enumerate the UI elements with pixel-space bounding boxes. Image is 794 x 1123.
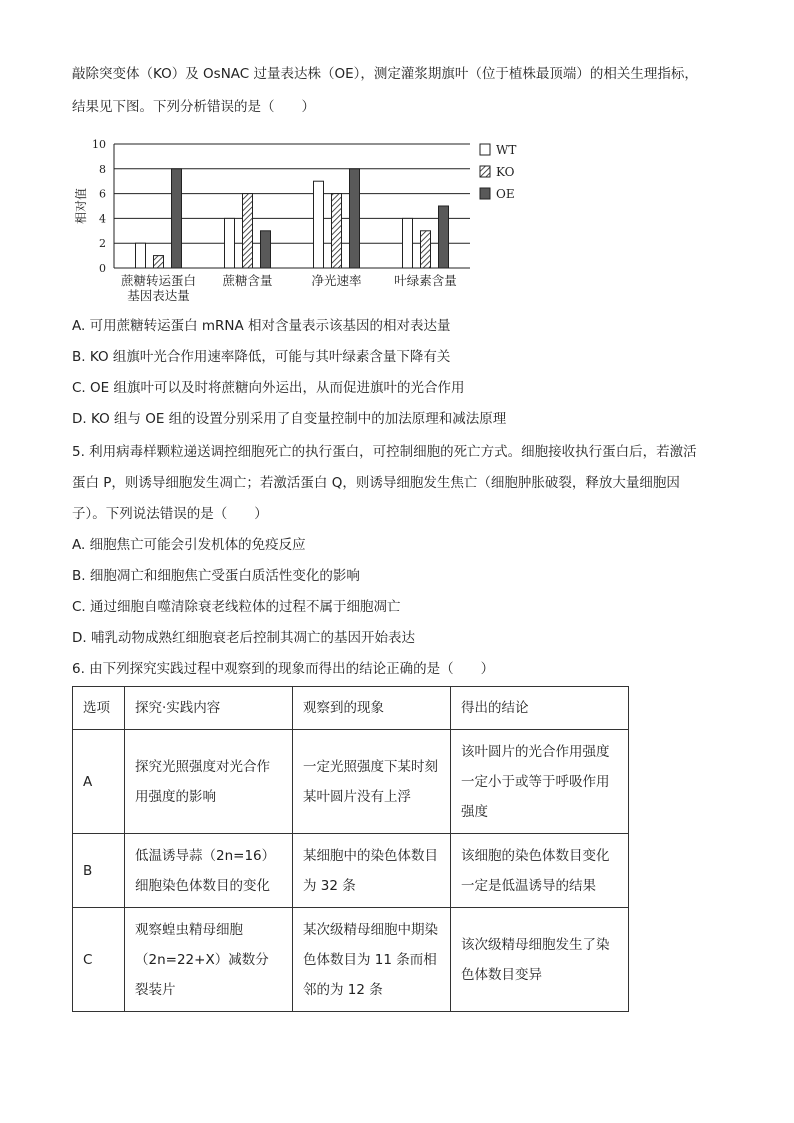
q4-option-d: D. KO 组与 OE 组的设置分别采用了自变量控制中的加法原理和减法原理 [72, 411, 507, 427]
x-category-label: 基因表达量 [127, 288, 190, 303]
q5-option-b: B. 细胞凋亡和细胞焦亡受蛋白质活性变化的影响 [72, 568, 360, 584]
bar-oe [439, 206, 449, 268]
q4-option-b: B. KO 组旗叶光合作用速率降低，可能与其叶绿素含量下降有关 [72, 349, 451, 365]
y-tick-label: 2 [99, 237, 106, 251]
bar-wt [136, 243, 146, 268]
row-option: A [73, 730, 125, 834]
q5-stem-line-3: 子）。下列说法错误的是（ ） [72, 506, 268, 522]
q5-option-d: D. 哺乳动物成熟红细胞衰老后控制其凋亡的基因开始表达 [72, 630, 415, 646]
q5-stem-line-1: 5. 利用病毒样颗粒递送调控细胞死亡的执行蛋白，可控制细胞的死亡方式。细胞接收执行蛋白后，若激活 [72, 444, 697, 460]
intro-line-1: 敲除突变体（KO）及 OsNAC 过量表达株（OE），测定灌浆期旗叶（位于植株最顶端）的相关生理指标， [72, 66, 698, 82]
row-conclusion: 该次级精母细胞发生了染色体数目变异 [451, 908, 629, 1012]
header-option: 选项 [73, 687, 125, 730]
legend-swatch-oe [480, 188, 490, 199]
row-option: B [73, 834, 125, 908]
row-phenomenon: 一定光照强度下某时刻某叶圆片没有上浮 [293, 730, 451, 834]
bar-wt [403, 218, 413, 268]
row-conclusion: 该细胞的染色体数目变化一定是低温诱导的结果 [451, 834, 629, 908]
bar-ko [421, 231, 431, 268]
table-row [73, 908, 629, 1012]
bar-oe [350, 169, 360, 268]
q4-option-a: A. 可用蔗糖转运蛋白 mRNA 相对含量表示该基因的相对表达量 [72, 318, 451, 334]
bar-ko [154, 256, 164, 268]
legend-swatch-wt [480, 144, 490, 155]
y-tick-label: 0 [99, 262, 106, 275]
header-phenomenon: 观察到的现象 [293, 687, 451, 730]
legend-label-ko: KO [496, 165, 515, 179]
header-content: 探究·实践内容 [125, 687, 293, 730]
y-tick-label: 6 [99, 187, 106, 201]
q4-option-c: C. OE 组旗叶可以及时将蔗糖向外运出，从而促进旗叶的光合作用 [72, 380, 465, 396]
y-tick-label: 10 [92, 138, 106, 151]
q5-option-a: A. 细胞焦亡可能会引发机体的免疫反应 [72, 537, 306, 553]
row-option: C [73, 908, 125, 1012]
table-row [73, 834, 629, 908]
x-category-label: 叶绿素含量 [394, 273, 457, 288]
row-content: 探究光照强度对光合作用强度的影响 [125, 730, 293, 834]
table-row [73, 730, 629, 834]
legend-label-oe: OE [496, 187, 515, 201]
bar-wt [314, 181, 324, 268]
bar-ko [243, 194, 253, 268]
x-category-label: 蔗糖转运蛋白 [120, 273, 197, 288]
q6-stem: 6. 由下列探究实践过程中观察到的现象而得出的结论正确的是（ ） [72, 661, 495, 677]
bar-chart [72, 132, 572, 307]
row-conclusion: 该叶圆片的光合作用强度一定小于或等于呼吸作用强度 [451, 730, 629, 834]
header-conclusion: 得出的结论 [451, 687, 629, 730]
row-content: 低温诱导蒜（2n=16）细胞染色体数目的变化 [125, 834, 293, 908]
x-category-label: 净光速率 [311, 273, 362, 288]
legend-label-wt: WT [496, 143, 517, 157]
bar-oe [261, 231, 271, 268]
y-tick-label: 4 [99, 212, 106, 226]
q5-option-c: C. 通过细胞自噬清除衰老线粒体的过程不属于细胞凋亡 [72, 599, 401, 615]
bar-oe [172, 169, 182, 268]
bar-wt [225, 218, 235, 268]
y-axis-title: 相对值 [74, 187, 88, 225]
q5-stem-line-2: 蛋白 P，则诱导细胞发生凋亡；若激活蛋白 Q，则诱导细胞发生焦亡（细胞肿胀破裂，释放大量细胞因 [72, 475, 680, 491]
y-tick-label: 8 [99, 162, 106, 176]
table-header-row [73, 687, 629, 730]
intro-line-2: 结果见下图。下列分析错误的是（ ） [72, 99, 315, 115]
row-phenomenon: 某细胞中的染色体数目为 32 条 [293, 834, 451, 908]
bar-ko [332, 194, 342, 268]
legend-swatch-ko [480, 166, 490, 177]
q6-table [72, 686, 629, 1012]
row-phenomenon: 某次级精母细胞中期染色体数目为 11 条而相邻的为 12 条 [293, 908, 451, 1012]
row-content: 观察蝗虫精母细胞（2n=22+X）减数分裂装片 [125, 908, 293, 1012]
x-category-label: 蔗糖含量 [222, 273, 273, 288]
